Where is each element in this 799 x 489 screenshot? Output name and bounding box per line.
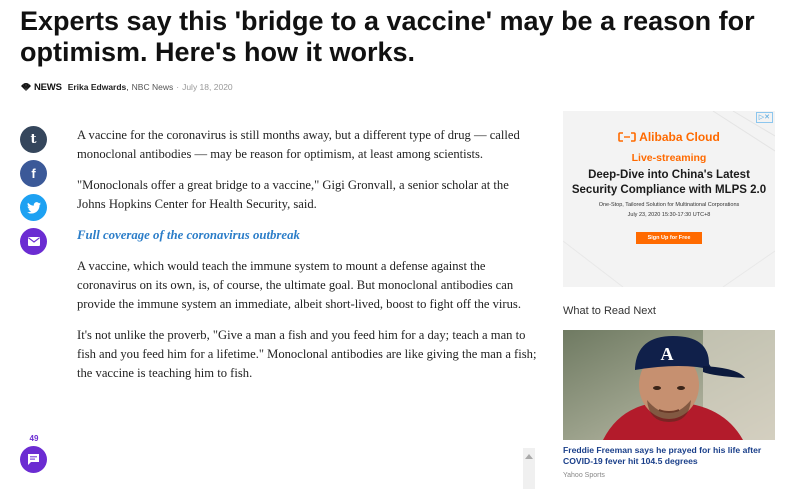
comments-widget xyxy=(20,434,48,473)
peacock-icon xyxy=(20,83,32,91)
byline xyxy=(20,80,233,94)
alibaba-cloud-logo-icon xyxy=(618,132,636,142)
recommendation-image[interactable] xyxy=(563,330,775,440)
comment-bubble-icon xyxy=(27,453,40,466)
comments-button[interactable] xyxy=(20,446,47,473)
recommendation-title-link[interactable]: Freddie Freeman says he prayed for his life after COVID-19 fever hit 104.5 degrees xyxy=(563,445,762,466)
scroll-up-arrow-icon[interactable] xyxy=(525,454,533,459)
article-paragraph: A vaccine for the coronavirus is still months away, but a different type of drug — called monoclonal antibodies — may be reason for optimism, at least among scientists. xyxy=(77,128,520,161)
facebook-share-button[interactable] xyxy=(20,160,47,187)
facebook-icon: f xyxy=(31,166,36,181)
email-share-button[interactable] xyxy=(20,228,47,255)
baseball-player-image xyxy=(563,330,775,440)
adchoices-icon[interactable]: ▷✕ xyxy=(756,112,773,123)
article-paragraph: A vaccine, which would teach the immune system to mount a defense against the coronavirus on its own, is, of course, the ultimate goal. But monoclonal antibodies can provide the immune system an immediate, albeit short-lived, boost to fight off the virus. xyxy=(77,259,521,311)
author-name[interactable]: Erika Edwards xyxy=(67,82,127,92)
ad-headline-line1: Deep-Dive into China's Latest xyxy=(588,169,750,181)
twitter-icon xyxy=(27,202,41,214)
article-body xyxy=(77,126,537,395)
ad-live-label: Live-streaming xyxy=(631,152,707,164)
twitter-share-button[interactable] xyxy=(20,194,47,221)
ad-signup-button[interactable]: Sign Up for Free xyxy=(636,232,703,244)
share-bar xyxy=(20,126,48,262)
logo-text: NEWS xyxy=(34,81,62,93)
what-to-read-next-heading: What to Read Next xyxy=(563,305,656,317)
ad-subtitle: One-Stop, Tailored Solution for Multinational Corporations xyxy=(598,202,740,208)
publish-date: July 18, 2020 xyxy=(182,82,233,92)
svg-text:A: A xyxy=(660,344,674,364)
ad-brand xyxy=(563,130,775,144)
article-paragraph: "Monoclonals offer a great bridge to a vaccine," Gigi Gronvall, a senior scholar at the Johns Hopkins Center for Health Security, said. xyxy=(77,178,509,211)
outlet-name: NBC News xyxy=(131,82,174,92)
byline-separator: , xyxy=(126,82,129,92)
scrollbar[interactable] xyxy=(523,448,535,489)
ad-date: July 23, 2020 15:30-17:30 UTC+8 xyxy=(627,212,711,218)
full-coverage-link[interactable]: Full coverage of the coronavirus outbreak xyxy=(77,228,300,242)
advertisement[interactable] xyxy=(563,111,775,287)
tumblr-share-button[interactable] xyxy=(20,126,47,153)
nbc-news-logo[interactable] xyxy=(20,82,62,93)
article-headline: Experts say this 'bridge to a vaccine' may be a reason for optimism. Here's how it works. xyxy=(20,6,755,67)
email-icon xyxy=(28,237,40,246)
recommendation-source: Yahoo Sports xyxy=(563,472,605,479)
tumblr-icon: t xyxy=(30,132,37,147)
ad-brand-name: Alibaba Cloud xyxy=(639,130,720,144)
byline-dot: · xyxy=(176,82,180,92)
ad-headline-line2: Security Compliance with MLPS 2.0 xyxy=(571,184,767,196)
comment-count: 49 xyxy=(29,434,39,443)
article-paragraph: It's not unlike the proverb, "Give a man a fish and you feed him for a day; teach a man to fish and you feed him for a lifetime." Monoclonal antibodies are like giving the man a fish; the vaccine is teaching him to fish. xyxy=(77,328,537,380)
